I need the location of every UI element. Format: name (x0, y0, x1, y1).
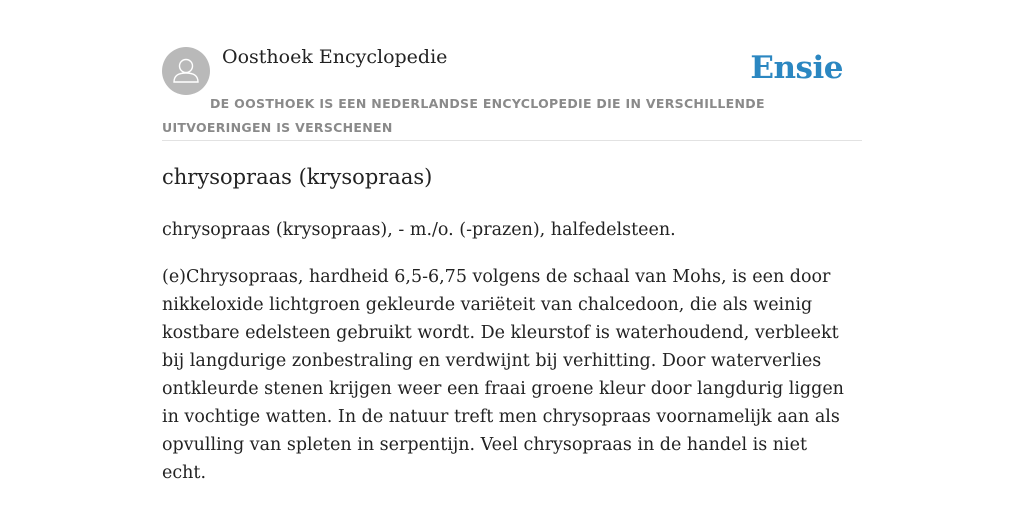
avatar[interactable] (162, 47, 210, 95)
definition-paragraph: chrysopraas (krysopraas), - m./o. (-prazen), halfedelsteen. (162, 220, 676, 240)
user-icon (162, 47, 210, 95)
article-title: chrysopraas (krysopraas) (162, 165, 433, 189)
brand-logo[interactable]: Ensie (750, 50, 843, 86)
description-paragraph: (e)Chrysopraas, hardheid 6,5-6,75 volgens de schaal van Mohs, is een door nikkeloxide lichtgroen gekleurde variëteit van chalcedoon, die als weinig kostbare edelsteen gebruikt wordt. De kleurstof is waterhoudend, verbleekt bij langdurige zonbestraling en verdwijnt bij verhitting. Door waterverlies ontkleurde stenen krijgen weer een fraai groene kleur door langdurig liggen in vochtige watten. In de natuur treft men chrysopraas voornamelijk aan als opvulling van spleten in serpentijn. Veel chrysopraas in de handel is niet echt. (162, 267, 844, 483)
tagline: DE OOSTHOEK IS EEN NEDERLANDSE ENCYCLOPEDIE DIE IN VERSCHILLENDE UITVOERINGEN IS VERSCHENEN (162, 96, 765, 135)
header (162, 0, 862, 141)
site-name[interactable]: Oosthoek Encyclopedie (222, 46, 448, 68)
page-container (162, 0, 862, 483)
